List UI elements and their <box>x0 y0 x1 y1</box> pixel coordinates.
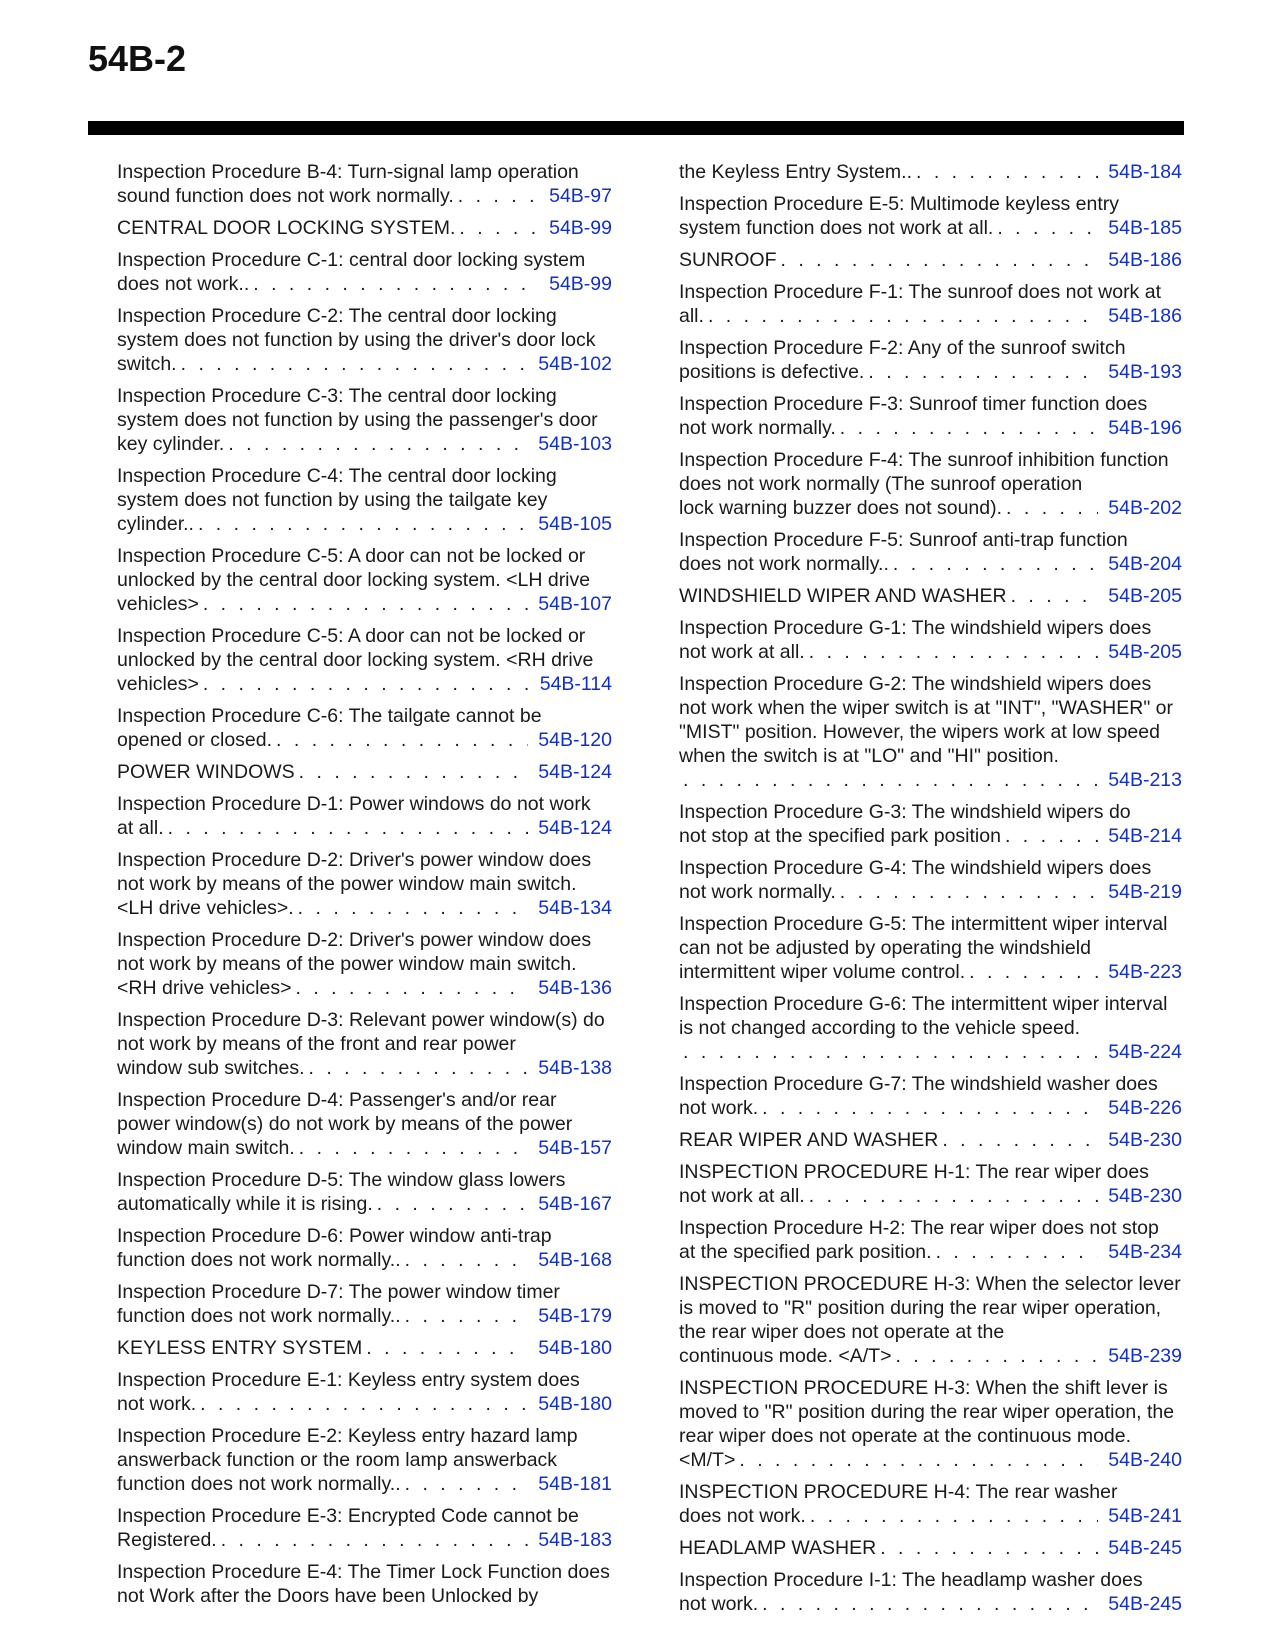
dot-leader <box>405 1248 529 1272</box>
toc-entry-text-end: automatically while it is rising. <box>117 1193 373 1215</box>
dot-leader <box>708 304 1098 328</box>
toc-entry-text: Inspection Procedure G-7: The windshield washer does <box>679 1073 1158 1095</box>
page-reference-link[interactable]: 54B-99 <box>549 217 612 239</box>
toc-entry[interactable] <box>117 1280 612 1328</box>
toc-entry-text: INSPECTION PROCEDURE H-3: When the selector lever is moved to "R" position during the rear wiper operation, the rear wiper does not operate at the <box>679 1273 1181 1343</box>
page-reference-link[interactable]: 54B-180 <box>538 1337 612 1359</box>
dot-leader <box>377 1192 529 1216</box>
dot-leader <box>969 960 1098 984</box>
toc-entry-text: Inspection Procedure D-5: The window glass lowers <box>117 1169 566 1191</box>
toc-entry-leader-line <box>679 1240 1182 1264</box>
toc-entry-text-end: vehicles> <box>117 593 199 615</box>
toc-entry-leader-line <box>117 272 612 296</box>
toc-entry-text: Inspection Procedure D-4: Passenger's and/or rear power window(s) do not work by means of the power <box>117 1089 573 1135</box>
toc-entry-text: INSPECTION PROCEDURE H-1: The rear wiper does <box>679 1161 1149 1183</box>
toc-entry-text-end: not work. <box>679 1097 759 1119</box>
toc-entry[interactable] <box>679 392 1182 440</box>
page-reference-link[interactable]: 54B-245 <box>1108 1537 1182 1559</box>
dot-leader <box>200 1392 528 1416</box>
toc-entry-leader-line <box>679 1344 1182 1368</box>
dot-leader <box>810 1504 1098 1528</box>
dot-leader <box>168 816 529 840</box>
toc-entry-text: Inspection Procedure C-4: The central door locking system does not function by using the tailgate key <box>117 465 557 511</box>
toc-entry-text-end: not work normally. <box>679 881 836 903</box>
dot-leader <box>1005 824 1098 848</box>
page-reference-link[interactable]: 54B-168 <box>538 1249 612 1271</box>
page-number: 54B-2 <box>88 38 187 79</box>
toc-entry-leader-line <box>679 160 1182 184</box>
toc-entry-text-end: sound function does not work normally. <box>117 185 454 207</box>
page-reference-link[interactable]: 54B-223 <box>1108 961 1182 983</box>
toc-entry-text-end: cylinder.. <box>117 513 194 535</box>
toc-entry-leader-line <box>679 496 1182 520</box>
toc-entry-text-end: SUNROOF <box>679 249 777 271</box>
toc-entry-text: Inspection Procedure D-2: Driver's power window does not work by means of the power window main switch. <box>117 849 592 895</box>
toc-entry-leader-line <box>679 1040 1182 1064</box>
toc-entry-leader-line <box>679 1592 1182 1616</box>
toc-entry[interactable] <box>117 384 612 456</box>
toc-entry[interactable] <box>679 1216 1182 1264</box>
toc-entry-leader-line <box>117 1248 612 1272</box>
toc-entry-text-end: not work at all. <box>679 1185 805 1207</box>
toc-entry-text: Inspection Procedure D-6: Power window anti-trap <box>117 1225 552 1247</box>
toc-entry-text-end: does not work. <box>679 1505 806 1527</box>
toc-entry-text: Inspection Procedure E-2: Keyless entry hazard lamp answerback function or the room lamp answerback <box>117 1425 578 1471</box>
toc-entry-leader-line <box>679 1448 1182 1472</box>
toc-entry-text-end: not work. <box>679 1593 759 1615</box>
toc-entry-text: Inspection Procedure C-6: The tailgate cannot be <box>117 705 542 727</box>
dot-leader <box>276 728 528 752</box>
page-reference-link[interactable]: 54B-213 <box>1108 769 1182 791</box>
toc-entry-text-end: function does not work normally.. <box>117 1249 401 1271</box>
page-reference-link[interactable]: 54B-180 <box>538 1393 612 1415</box>
toc-entry[interactable] <box>679 1072 1182 1120</box>
toc-entry-text: Inspection Procedure D-3: Relevant power window(s) do not work by means of the front and rear power <box>117 1009 605 1055</box>
toc-entry[interactable] <box>679 1536 1182 1560</box>
toc-entry-leader-line <box>117 352 612 376</box>
toc-entry-text-end: not work normally. <box>679 417 836 439</box>
toc-entry[interactable] <box>679 192 1182 240</box>
toc-entry-leader-line <box>679 880 1182 904</box>
toc-entry-text-end: continuous mode. <A/T> <box>679 1345 892 1367</box>
toc-entry-leader-line <box>679 304 1182 328</box>
toc-entry-text-end: <RH drive vehicles> <box>117 977 292 999</box>
dot-leader <box>405 1472 529 1496</box>
toc-entry-leader-line <box>117 1472 612 1496</box>
toc-entry-text: Inspection Procedure F-4: The sunroof inhibition function does not work normally (The sunroof operation <box>679 449 1169 495</box>
page-reference-link[interactable]: 54B-103 <box>538 433 612 455</box>
toc-entry[interactable] <box>679 448 1182 520</box>
page-reference-link[interactable]: 54B-124 <box>538 817 612 839</box>
page-reference-link[interactable]: 54B-105 <box>538 513 612 535</box>
dot-leader <box>895 1344 1098 1368</box>
page-reference-link[interactable]: 54B-205 <box>1108 641 1182 663</box>
toc-entry[interactable] <box>117 304 612 376</box>
toc-entry-leader-line <box>679 248 1182 272</box>
toc-entry-text-end: positions is defective. <box>679 361 865 383</box>
page-reference-link[interactable]: 54B-120 <box>538 729 612 751</box>
toc-entry[interactable] <box>117 848 612 920</box>
page-reference-link[interactable]: 54B-234 <box>1108 1241 1182 1263</box>
page-reference-link[interactable]: 54B-240 <box>1108 1449 1182 1471</box>
toc-entry[interactable] <box>679 800 1182 848</box>
toc-entry-text-end: <M/T> <box>679 1449 736 1471</box>
toc-entry-text: Inspection Procedure E-5: Multimode keyless entry <box>679 193 1120 215</box>
toc-entry[interactable] <box>117 1424 612 1496</box>
toc-entry-text-end: REAR WIPER AND WASHER <box>679 1129 939 1151</box>
dot-leader <box>459 216 539 240</box>
toc-entry-text: INSPECTION PROCEDURE H-4: The rear washer <box>679 1481 1118 1503</box>
toc-entry[interactable] <box>117 248 612 296</box>
toc-entry-leader-line <box>117 512 612 536</box>
toc-entry-leader-line <box>679 640 1182 664</box>
toc-entry[interactable] <box>679 1128 1182 1152</box>
toc-entry-text-end: not stop at the specified park position <box>679 825 1001 847</box>
page-reference-link[interactable]: 54B-230 <box>1108 1185 1182 1207</box>
toc-entry[interactable] <box>117 1560 612 1608</box>
toc-entry-text: INSPECTION PROCEDURE H-3: When the shift lever is moved to "R" position during the rear wiper operation, the rear wiper does not operate at the continuous mode. <box>679 1377 1175 1447</box>
toc-entry-leader-line <box>679 216 1182 240</box>
toc-entry[interactable] <box>679 584 1182 608</box>
toc-entry-leader-line <box>117 432 612 456</box>
dot-leader <box>198 512 528 536</box>
dot-leader <box>683 768 1098 792</box>
toc-entry-text: Inspection Procedure C-5: A door can not be locked or unlocked by the central door locking system. <RH drive <box>117 625 594 671</box>
page-reference-link[interactable]: 54B-219 <box>1108 881 1182 903</box>
page-reference-link[interactable]: 54B-230 <box>1108 1129 1182 1151</box>
toc-entry-text: Inspection Procedure G-5: The intermittent wiper interval can not be adjusted by operating the windshield <box>679 913 1168 959</box>
dot-leader <box>221 1528 529 1552</box>
dot-leader <box>228 432 528 456</box>
page-reference-link[interactable]: 54B-183 <box>538 1529 612 1551</box>
toc-entry-text-end: not work at all. <box>679 641 805 663</box>
dot-leader <box>253 272 539 296</box>
toc-entry-text: Inspection Procedure F-5: Sunroof anti-trap function <box>679 529 1128 551</box>
toc-entry-text-end: does not work.. <box>117 273 250 295</box>
page-reference-link[interactable]: 54B-205 <box>1108 585 1182 607</box>
dot-leader <box>762 1096 1098 1120</box>
dot-leader <box>366 1336 528 1360</box>
toc-entry[interactable] <box>117 704 612 752</box>
page-reference-link[interactable]: 54B-185 <box>1108 217 1182 239</box>
toc-entry[interactable] <box>679 336 1182 384</box>
toc-entry-leader-line <box>117 592 612 616</box>
toc-entry[interactable] <box>117 1088 612 1160</box>
dot-leader <box>458 184 539 208</box>
toc-entry-text-end: Registered. <box>117 1529 217 1551</box>
page-reference-link[interactable]: 54B-186 <box>1108 305 1182 327</box>
page-reference-link[interactable]: 54B-138 <box>538 1057 612 1079</box>
toc-entry-leader-line <box>117 896 612 920</box>
toc-entry-text-end: POWER WINDOWS <box>117 761 295 783</box>
dot-leader <box>997 216 1098 240</box>
page-reference-link[interactable]: 54B-107 <box>538 593 612 615</box>
page-reference-link[interactable]: 54B-184 <box>1108 161 1182 183</box>
toc-entry-leader-line <box>117 728 612 752</box>
toc-entry[interactable] <box>117 1336 612 1360</box>
header-rule <box>88 121 1184 135</box>
dot-leader <box>296 976 529 1000</box>
toc-entry-text-end: at all. <box>117 817 164 839</box>
toc-entry[interactable] <box>117 760 612 784</box>
page-reference-link[interactable]: 54B-196 <box>1108 417 1182 439</box>
toc-entry-leader-line <box>117 816 612 840</box>
dot-leader <box>893 552 1098 576</box>
toc-entry-leader-line <box>679 824 1182 848</box>
page-reference-link[interactable]: 54B-97 <box>549 185 612 207</box>
dot-leader <box>739 1448 1098 1472</box>
page-reference-link[interactable]: 54B-241 <box>1108 1505 1182 1527</box>
toc-entry-leader-line <box>679 584 1182 608</box>
toc-entry[interactable] <box>679 1480 1182 1528</box>
dot-leader <box>309 1056 529 1080</box>
page-reference-link[interactable]: 54B-167 <box>538 1193 612 1215</box>
dot-leader <box>181 352 529 376</box>
toc-entry-text: Inspection Procedure D-7: The power window timer <box>117 1281 560 1303</box>
toc-entry-text: Inspection Procedure G-4: The windshield wipers does <box>679 857 1152 879</box>
page-reference-link[interactable]: 54B-245 <box>1108 1593 1182 1615</box>
dot-leader <box>809 640 1099 664</box>
toc-entry-leader-line <box>117 976 612 1000</box>
dot-leader <box>203 592 528 616</box>
toc-entry-text: Inspection Procedure F-1: The sunroof does not work at <box>679 281 1161 303</box>
page-reference-link[interactable]: 54B-179 <box>538 1305 612 1327</box>
toc-entry-text-end: opened or closed. <box>117 729 273 751</box>
dot-leader <box>809 1184 1099 1208</box>
toc-entry-leader-line <box>117 760 612 784</box>
dot-leader <box>299 760 529 784</box>
toc-entry-leader-line <box>117 1304 612 1328</box>
toc-entry-text: Inspection Procedure E-4: The Timer Lock Function does not Work after the Doors have been Unlocked by <box>117 1561 610 1607</box>
page-reference-link[interactable]: 54B-114 <box>539 673 612 695</box>
dot-leader <box>762 1592 1098 1616</box>
toc-entry-leader-line <box>679 1504 1182 1528</box>
toc-entry[interactable] <box>117 464 612 536</box>
toc-entry-leader-line <box>679 1096 1182 1120</box>
dot-leader <box>1006 496 1098 520</box>
toc-entry-leader-line <box>117 216 612 240</box>
toc-column-left <box>117 160 612 1616</box>
toc-entry-text-end: KEYLESS ENTRY SYSTEM <box>117 1337 363 1359</box>
toc-entry[interactable] <box>117 1224 612 1272</box>
toc-entry[interactable] <box>679 1160 1182 1208</box>
toc-entry-leader-line <box>117 672 612 696</box>
dot-leader <box>781 248 1099 272</box>
dot-leader <box>916 160 1098 184</box>
toc-entry-text-end: <LH drive vehicles>. <box>117 897 294 919</box>
toc-entry[interactable] <box>117 1504 612 1552</box>
toc-entry-leader-line <box>679 960 1182 984</box>
toc-entry-text: Inspection Procedure F-2: Any of the sunroof switch <box>679 337 1126 359</box>
page-reference-link[interactable]: 54B-204 <box>1108 553 1182 575</box>
toc-entry-leader-line <box>679 1184 1182 1208</box>
page-reference-link[interactable]: 54B-181 <box>538 1473 612 1495</box>
toc-entry-text-end: WINDSHIELD WIPER AND WASHER <box>679 585 1007 607</box>
page-reference-link[interactable]: 54B-239 <box>1108 1345 1182 1367</box>
dot-leader <box>936 1240 1099 1264</box>
toc-entry-text-end: key cylinder. <box>117 433 225 455</box>
page-reference-link[interactable]: 54B-193 <box>1108 361 1182 383</box>
dot-leader <box>868 360 1098 384</box>
toc-entry[interactable] <box>679 1568 1182 1616</box>
dot-leader <box>298 896 529 920</box>
toc-entry-text: Inspection Procedure I-1: The headlamp washer does <box>679 1569 1143 1591</box>
toc-entry[interactable] <box>679 1376 1182 1472</box>
toc-entry[interactable] <box>679 528 1182 576</box>
toc-entry[interactable] <box>679 616 1182 664</box>
page-reference-link[interactable]: 54B-186 <box>1108 249 1182 271</box>
dot-leader <box>840 416 1098 440</box>
toc-entry-leader-line <box>679 768 1182 792</box>
page-reference-link[interactable]: 54B-136 <box>538 977 612 999</box>
toc-entry-text: Inspection Procedure E-1: Keyless entry system does <box>117 1369 580 1391</box>
toc-entry[interactable] <box>679 856 1182 904</box>
toc-entry-text: Inspection Procedure C-2: The central door locking system does not function by using the driver's door lock <box>117 305 596 351</box>
toc-entry[interactable] <box>117 792 612 840</box>
toc-entry[interactable] <box>117 1168 612 1216</box>
toc-entry-text-end: intermittent wiper volume control. <box>679 961 966 983</box>
toc-entry[interactable] <box>117 544 612 616</box>
toc-entry[interactable] <box>117 1008 612 1080</box>
toc-entry-text-end: does not work normally.. <box>679 553 889 575</box>
toc-entry-text-end: all. <box>679 305 704 327</box>
toc-entry-text-end: HEADLAMP WASHER <box>679 1537 877 1559</box>
toc-entry[interactable] <box>679 672 1182 792</box>
page-reference-link[interactable]: 54B-124 <box>538 761 612 783</box>
toc-entry-leader-line <box>117 1528 612 1552</box>
toc-entry-text-end: vehicles> <box>117 673 199 695</box>
page-reference-link[interactable]: 54B-134 <box>538 897 612 919</box>
toc-entry-leader-line <box>117 1392 612 1416</box>
toc-entry-text: Inspection Procedure D-2: Driver's power window does not work by means of the power window main switch. <box>117 929 592 975</box>
toc-entry-leader-line <box>117 1136 612 1160</box>
toc-entry[interactable] <box>679 1272 1182 1368</box>
dot-leader <box>942 1128 1098 1152</box>
dot-leader <box>1011 584 1099 608</box>
toc-entry-text: Inspection Procedure G-1: The windshield wipers does <box>679 617 1152 639</box>
toc-entry-leader-line <box>679 552 1182 576</box>
toc-entry-text-end: the Keyless Entry System.. <box>679 161 913 183</box>
toc-entry-text-end: window main switch. <box>117 1137 295 1159</box>
toc-entry[interactable] <box>679 248 1182 272</box>
page-reference-link[interactable]: 54B-226 <box>1108 1097 1182 1119</box>
toc-entry-text: Inspection Procedure D-1: Power windows do not work <box>117 793 591 815</box>
toc-entry-text: Inspection Procedure G-3: The windshield wipers do <box>679 801 1131 823</box>
toc-entry-leader-line <box>679 1536 1182 1560</box>
toc-entry-text-end: function does not work normally.. <box>117 1305 401 1327</box>
page-reference-link[interactable]: 54B-214 <box>1108 825 1182 847</box>
dot-leader <box>405 1304 529 1328</box>
dot-leader <box>880 1536 1098 1560</box>
toc-entry-text-end: switch. <box>117 353 177 375</box>
dot-leader <box>299 1136 529 1160</box>
page-reference-link[interactable]: 54B-224 <box>1108 1041 1182 1063</box>
toc-entry-text: Inspection Procedure F-3: Sunroof timer function does <box>679 393 1148 415</box>
toc-entry-text-end: function does not work normally.. <box>117 1473 401 1495</box>
dot-leader <box>840 880 1098 904</box>
toc-entry[interactable] <box>117 216 612 240</box>
page-reference-link[interactable]: 54B-99 <box>549 273 612 295</box>
toc-entry[interactable] <box>117 160 612 208</box>
toc-entry-leader-line <box>117 1336 612 1360</box>
toc-entry[interactable] <box>117 928 612 1000</box>
dot-leader <box>203 672 530 696</box>
toc-entry-text-end: window sub switches. <box>117 1057 305 1079</box>
toc-entry-text-end: system function does not work at all. <box>679 217 994 239</box>
toc-entry-text-end: lock warning buzzer does not sound). <box>679 497 1003 519</box>
toc-column-right <box>679 160 1182 1624</box>
page-reference-link[interactable]: 54B-202 <box>1108 497 1182 519</box>
toc-entry[interactable] <box>679 912 1182 984</box>
toc-entry-text: Inspection Procedure C-1: central door locking system <box>117 249 586 271</box>
page-reference-link[interactable]: 54B-102 <box>538 353 612 375</box>
toc-entry-leader-line <box>679 360 1182 384</box>
toc-entry-text: Inspection Procedure C-3: The central door locking system does not function by using the passenger's door <box>117 385 598 431</box>
toc-entry-text: Inspection Procedure B-4: Turn-signal lamp operation <box>117 161 579 183</box>
toc-entry[interactable] <box>679 992 1182 1064</box>
toc-entry-text-end: at the specified park position. <box>679 1241 932 1263</box>
dot-leader <box>683 1040 1098 1064</box>
page-reference-link[interactable]: 54B-157 <box>538 1137 612 1159</box>
toc-entry[interactable] <box>679 160 1182 184</box>
toc-entry-leader-line <box>117 184 612 208</box>
toc-entry-leader-line <box>117 1192 612 1216</box>
toc-entry-text: Inspection Procedure G-2: The windshield wipers does not work when the wiper switch is at "INT", "WASHER" or "MIST" position. However, the wipers work at low speed when the switch is at "LO" and "HI" position. <box>679 673 1174 767</box>
toc-entry-text-end: not work. <box>117 1393 197 1415</box>
toc-entry-leader-line <box>679 416 1182 440</box>
toc-entry-text: Inspection Procedure G-6: The intermittent wiper interval is not changed according to the vehicle speed. <box>679 993 1168 1039</box>
toc-entry[interactable] <box>679 280 1182 328</box>
toc-entry-text: Inspection Procedure E-3: Encrypted Code cannot be <box>117 1505 579 1527</box>
toc-entry-leader-line <box>679 1128 1182 1152</box>
toc-entry-text: Inspection Procedure H-2: The rear wiper does not stop <box>679 1217 1159 1239</box>
toc-entry[interactable] <box>117 1368 612 1416</box>
toc-entry-leader-line <box>117 1056 612 1080</box>
toc-entry-text: Inspection Procedure C-5: A door can not be locked or unlocked by the central door locking system. <LH drive <box>117 545 591 591</box>
toc-entry-text-end: CENTRAL DOOR LOCKING SYSTEM. <box>117 217 456 239</box>
toc-entry[interactable] <box>117 624 612 696</box>
